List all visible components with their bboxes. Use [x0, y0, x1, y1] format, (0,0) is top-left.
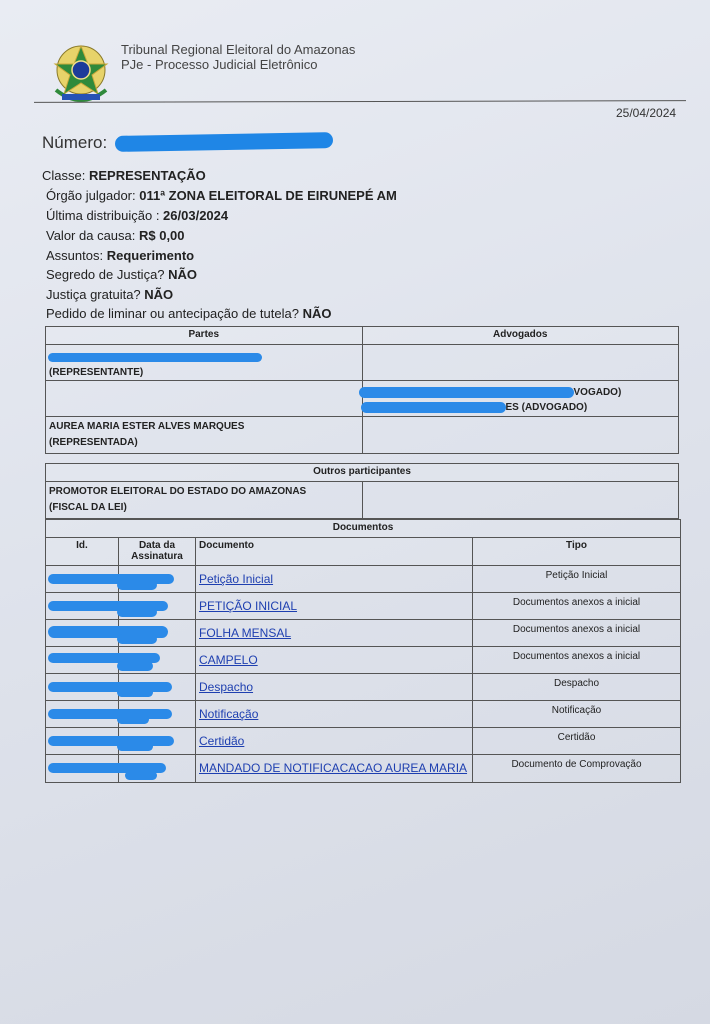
- table-row: [46, 701, 681, 728]
- date-redaction: [117, 607, 157, 617]
- field-valor: Valor da causa: R$ 0,00: [46, 228, 185, 243]
- advogados-row-2: [362, 381, 679, 417]
- lawyer-2-role: ES (ADVOGADO): [505, 402, 588, 413]
- field-segredo: Segredo de Justiça? NÃO: [46, 267, 198, 282]
- date-redaction: [117, 688, 153, 697]
- advogados-row-1: [362, 345, 679, 381]
- field-orgao: Órgão julgador: 011ª ZONA ELEITORAL DE EIRUNEPÉ AM: [46, 188, 397, 203]
- table-row: [46, 647, 681, 674]
- date-redaction: [117, 634, 157, 644]
- doc-id: [46, 566, 119, 593]
- col-data: Data da Assinatura: [119, 538, 196, 566]
- doc-link[interactable]: CAMPELO: [196, 647, 473, 674]
- doc-id: [46, 593, 119, 620]
- promotor-name: PROMOTOR ELEITORAL DO ESTADO DO AMAZONAS: [49, 486, 307, 497]
- doc-id: [46, 701, 119, 728]
- lawyer-1-role: VOGADO): [573, 387, 622, 398]
- table-row: [46, 728, 681, 755]
- doc-link[interactable]: PETIÇÃO INICIAL: [196, 593, 473, 620]
- field-distribuicao: Última distribuição : 26/03/2024: [46, 208, 229, 223]
- table-row: [46, 755, 681, 783]
- date-redaction: [117, 715, 149, 724]
- table-row: [46, 566, 681, 593]
- table-row: [46, 620, 681, 647]
- partes-row-3: [46, 417, 363, 454]
- doc-tipo: Documentos anexos a inicial: [473, 620, 681, 647]
- document-date: 25/04/2024: [616, 106, 677, 120]
- doc-date: [119, 566, 196, 593]
- doc-tipo: Documento de Comprovação: [473, 755, 681, 783]
- doc-link[interactable]: Despacho: [196, 674, 473, 701]
- doc-id: [46, 620, 119, 647]
- outros-header: Outros participantes: [46, 464, 679, 482]
- date-redaction: [125, 771, 157, 780]
- header-divider: [34, 100, 686, 103]
- parte-name-aurea: AUREA MARIA ESTER ALVES MARQUES: [49, 421, 245, 432]
- col-tipo: Tipo: [473, 538, 681, 566]
- numero-redaction: [115, 132, 333, 152]
- doc-link[interactable]: Notificação: [196, 701, 473, 728]
- partes-header: Partes: [46, 327, 363, 345]
- doc-link[interactable]: Petição Inicial: [196, 566, 473, 593]
- documentos-header: Documentos: [46, 520, 681, 538]
- doc-id: [46, 674, 119, 701]
- doc-tipo: Notificação: [473, 701, 681, 728]
- field-classe: Classe: REPRESENTAÇÃO: [42, 168, 206, 183]
- field-assuntos: Assuntos: Requerimento: [46, 248, 195, 263]
- role-representante: (REPRESENTANTE): [49, 367, 144, 378]
- doc-date: [119, 647, 196, 674]
- table-row: [46, 674, 681, 701]
- header-court-name: Tribunal Regional Eleitoral do Amazonas: [121, 42, 356, 57]
- advogados-header: Advogados: [362, 327, 679, 345]
- date-redaction: [117, 742, 153, 751]
- doc-date: [119, 701, 196, 728]
- outros-row: [46, 482, 363, 519]
- partes-row-1: [46, 345, 363, 381]
- doc-date: [119, 593, 196, 620]
- date-redaction: [117, 661, 153, 671]
- doc-tipo: Documentos anexos a inicial: [473, 647, 681, 674]
- doc-tipo: Despacho: [473, 674, 681, 701]
- doc-date: [119, 728, 196, 755]
- doc-link[interactable]: Certidão: [196, 728, 473, 755]
- doc-id: [46, 728, 119, 755]
- doc-link[interactable]: MANDADO DE NOTIFICACACAO AUREA MARIA: [196, 755, 473, 783]
- doc-date: [119, 755, 196, 783]
- advogados-row-3: [362, 417, 679, 454]
- process-fields: [42, 168, 642, 328]
- name-redaction: [48, 353, 262, 362]
- field-gratuita: Justiça gratuita? NÃO: [46, 287, 174, 302]
- doc-tipo: Petição Inicial: [473, 566, 681, 593]
- doc-date: [119, 674, 196, 701]
- doc-tipo: Documentos anexos a inicial: [473, 593, 681, 620]
- documentos-table: [45, 519, 681, 783]
- doc-id: [46, 647, 119, 674]
- field-liminar: Pedido de liminar ou antecipação de tutela? NÃO: [46, 306, 332, 321]
- col-documento: Documento: [196, 538, 473, 566]
- outros-row-empty: [362, 482, 679, 519]
- doc-id: [46, 755, 119, 783]
- date-redaction: [117, 580, 157, 590]
- outros-table: [45, 463, 679, 519]
- header-system-name: PJe - Processo Judicial Eletrônico: [121, 57, 318, 72]
- role-representada: (REPRESENTADA): [49, 437, 138, 448]
- lawyer-redaction-1: [359, 387, 574, 398]
- numero-label: Número:: [42, 133, 108, 152]
- brasao-emblem: [50, 40, 112, 104]
- doc-tipo: Certidão: [473, 728, 681, 755]
- col-id: Id.: [46, 538, 119, 566]
- table-row: [46, 593, 681, 620]
- lawyer-redaction-2: [361, 402, 506, 413]
- promotor-role: (FISCAL DA LEI): [49, 502, 127, 513]
- partes-table: [45, 326, 679, 454]
- doc-date: [119, 620, 196, 647]
- partes-row-2: [46, 381, 363, 417]
- doc-link[interactable]: FOLHA MENSAL: [196, 620, 473, 647]
